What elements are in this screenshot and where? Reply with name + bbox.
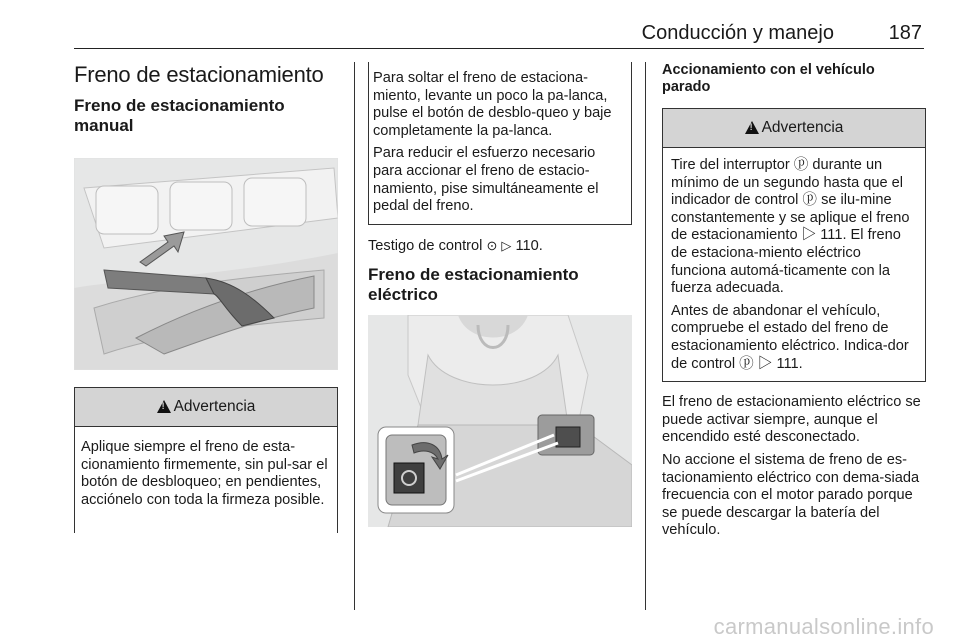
warning-box-electric xyxy=(662,108,926,382)
warning-paragraph-1: Tire del interruptor ⓟ durante un mínimo de un segundo hasta que el indicador de control ⓟ se ilu-mine constantemente y se aplique el freno de estacionamiento ▷ 111. El freno de estaciona-miento eléctrico funciona automá-ticamente con la fuerza adecuada. xyxy=(671,157,910,297)
page-title: Freno de estacionamiento xyxy=(74,62,324,87)
section-title: Conducción y manejo xyxy=(641,22,834,44)
control-indicator-reference xyxy=(368,237,632,256)
warning-header xyxy=(75,388,337,427)
section-heading-stopped: Accionamiento con el vehículo parado xyxy=(662,62,875,95)
watermark: carmanualsonline.info xyxy=(713,614,934,639)
battery-caution-paragraph: No accione el sistema de freno de es-tacionamiento eléctrico con dema-siada frecuencia con el motor parado porque se puede descargar la batería del vehículo. xyxy=(662,451,920,539)
control-prefix: Testigo de control xyxy=(368,237,483,254)
warning-heading: Advertencia xyxy=(761,119,844,136)
brake-warning-icon: ⊙ xyxy=(486,237,498,253)
electric-parking-brake-illustration xyxy=(368,315,632,527)
warning-text: Aplique siempre el freno de esta-cionamiento firmemente, sin pul-sar el botón de desbloqueo; en pendientes, acciónelo con toda la firmeza posible. xyxy=(81,439,328,508)
column-3 xyxy=(662,62,926,540)
warning-triangle-icon xyxy=(745,121,759,134)
column-2 xyxy=(368,62,632,527)
column-1 xyxy=(74,62,338,533)
page-header xyxy=(74,8,924,49)
handbrake-lever-drawing xyxy=(74,158,338,370)
epb-switch-drawing xyxy=(368,315,632,527)
release-paragraph: Para soltar el freno de estaciona-miento, levante un poco la pa-lanca, pulse el botón de desblo-queo y baje completamente la pa-lanca. xyxy=(373,70,612,139)
column-divider xyxy=(645,62,646,610)
warning-header xyxy=(663,109,925,148)
page-number: 187 xyxy=(888,22,922,44)
warning-heading: Advertencia xyxy=(173,398,256,415)
page-reference: 110. xyxy=(515,237,543,254)
manual-parking-brake-illustration xyxy=(74,158,338,370)
page-reference-icon: ▷ xyxy=(501,237,512,253)
warning-box-manual xyxy=(74,387,338,533)
release-instructions-box xyxy=(368,62,632,225)
column-divider xyxy=(354,62,355,610)
effort-paragraph: Para reducir el esfuerzo necesario para accionar el freno de estacio-namiento, pise simultáneamente el pedal del freno. xyxy=(373,145,599,215)
section-heading-manual: Freno de estacionamiento manual xyxy=(74,96,285,135)
warning-paragraph-2: Antes de abandonar el vehículo, compruebe el estado del freno de estacionamiento eléctrico. Indica-dor de control ⓟ ▷ 111. xyxy=(671,302,909,372)
activation-paragraph: El freno de estacionamiento eléctrico se puede activar siempre, aunque el encendido esté desconectado. xyxy=(662,394,921,446)
warning-triangle-icon xyxy=(157,400,171,413)
section-heading-electric: Freno de estacionamiento eléctrico xyxy=(368,265,579,305)
